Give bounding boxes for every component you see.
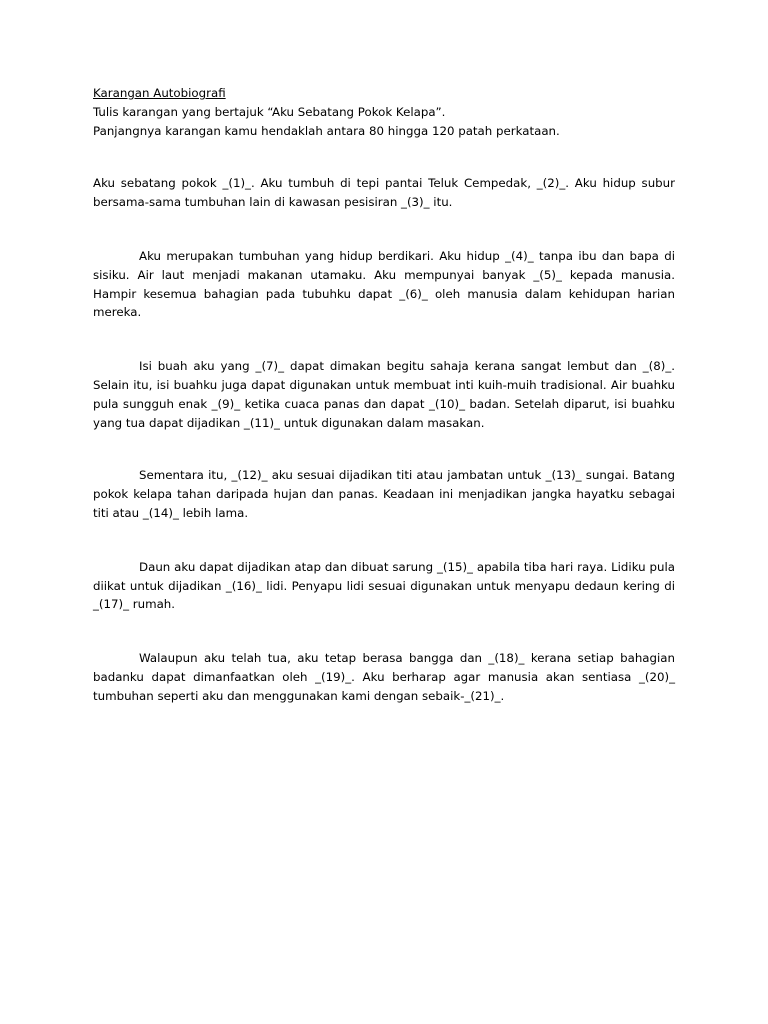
instruction-title-line: Tulis karangan yang bertajuk “Aku Sebatang Pokok Kelapa”. [93, 104, 446, 119]
essay-paragraph-1: Aku sebatang pokok _(1)_. Aku tumbuh di tepi pantai Teluk Cempedak, _(2)_. Aku hidup subur bersama-sama tumbuhan lain di kawasan pesisiran _(3)_ itu. [93, 176, 675, 210]
document-title: Karangan Autobiografi [93, 86, 226, 100]
document-page [93, 84, 675, 706]
essay-paragraph-2: Aku merupakan tumbuhan yang hidup berdikari. Aku hidup _(4)_ tanpa ibu dan bapa di sisiku. Air laut menjadi makanan utamaku. Aku mempunyai banyak _(5)_ kepada manusia. Hampir kesemua bahagian pada tubuhku dapat _(6)_ oleh manusia dalam kehidupan harian mereka. [93, 248, 675, 320]
essay-paragraph-5: Daun aku dapat dijadikan atap dan dibuat sarung _(15)_ apabila tiba hari raya. Lidiku pula diikat untuk dijadikan _(16)_ lidi. Penyapu lidi sesuai digunakan untuk menyapu dedaun kering di _(17)_ rumah. [93, 559, 675, 612]
essay-paragraph-4: Sementara itu, _(12)_ aku sesuai dijadikan titi atau jambatan untuk _(13)_ sungai. Batang pokok kelapa tahan daripada hujan dan panas. Keadaan ini menjadikan jangka hayatku sebagai titi atau _(14)_ lebih lama. [93, 468, 675, 520]
instruction-length-line: Panjangnya karangan kamu hendaklah antara 80 hingga 120 patah perkataan. [93, 123, 560, 138]
essay-paragraph-6: Walaupun aku telah tua, aku tetap berasa bangga dan _(18)_ kerana setiap bahagian badanku dapat dimanfaatkan oleh _(19)_. Aku berharap agar manusia akan sentiasa _(20)_ tumbuhan seperti aku dan menggunakan kami dengan sebaik-_(21)_. [93, 651, 675, 703]
essay-paragraph-3: Isi buah aku yang _(7)_ dapat dimakan begitu sahaja kerana sangat lembut dan _(8)_. Selain itu, isi buahku juga dapat digunakan untuk membuat inti kuih-muih tradisional. Air buahku pula sungguh enak _(9)_ ketika cuaca panas dan dapat _(10)_ badan. Setelah diparut, isi buahku yang tua dapat dijadikan _(11)_ untuk digunakan dalam masakan. [93, 359, 675, 430]
